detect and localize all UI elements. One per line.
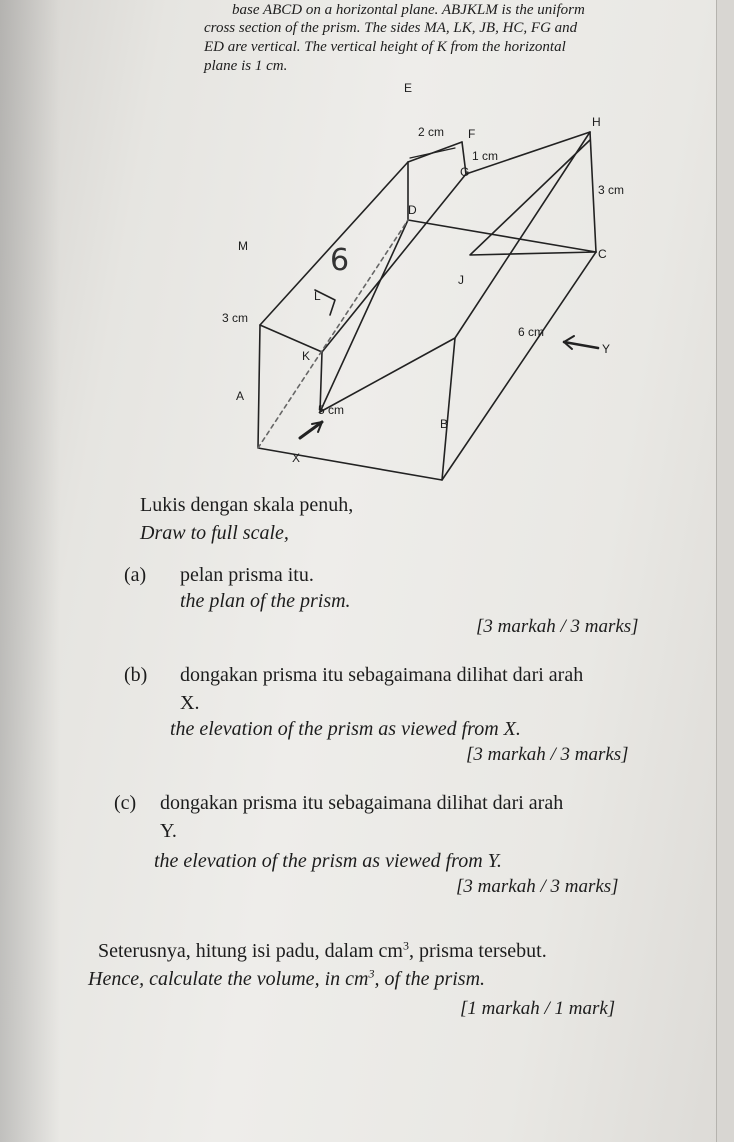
volume-malay: Seterusnya, hitung isi padu, dalam $cm^3$, prisma tersebut. — [98, 938, 547, 962]
label-y: Y — [602, 342, 611, 356]
front-face-outline — [258, 325, 455, 480]
part-a-english: the plan of the prism. — [180, 590, 351, 612]
volume-english: Hence, calculate the volume, in $cm^3$, of the prism. — [88, 966, 486, 990]
intro-line-2: cross section of the prism. The sides MA, LK, JB, HC, FG and — [204, 20, 578, 36]
label-a: A — [236, 389, 245, 403]
part-b-marks: [3 markah / 3 marks] — [466, 744, 629, 765]
prism-diagram — [0, 70, 734, 550]
dim-hc: 3 cm — [598, 183, 625, 197]
part-b-malay-2: X. — [180, 692, 200, 714]
instruction-malay: Lukis dengan skala penuh, — [140, 494, 354, 516]
part-c-english: the elevation of the prism as viewed from Y. — [154, 850, 502, 872]
label-x: X — [292, 451, 301, 465]
label-d: D — [408, 203, 417, 217]
label-h: H — [592, 115, 601, 129]
handwritten-note: 6 — [330, 243, 350, 278]
label-k: K — [302, 349, 311, 363]
label-c: C — [598, 247, 607, 261]
intro-line-3: ED are vertical. The vertical height of K from the horizontal — [204, 39, 566, 55]
instruction-english: Draw to full scale, — [140, 522, 289, 544]
part-a-malay: pelan prisma itu. — [180, 564, 314, 586]
label-j: J — [458, 273, 464, 287]
volume-marks: [1 markah / 1 mark] — [460, 998, 616, 1019]
edge-c-b — [442, 252, 596, 480]
dim-ab: 5 cm — [318, 403, 345, 417]
label-l: L — [314, 289, 321, 303]
part-c-malay-2: Y. — [160, 820, 177, 842]
dim-fg: 1 cm — [472, 149, 499, 163]
part-c-malay-1: dongakan prisma itu sebagaimana dilihat dari arah — [160, 792, 564, 814]
part-c-label: (c) — [114, 792, 137, 814]
part-a-label: (a) — [124, 564, 147, 586]
part-b-english: the elevation of the prism as viewed from X. — [170, 718, 521, 740]
dim-bc: 6 cm — [518, 325, 545, 339]
label-f: F — [468, 127, 476, 141]
dim-ef: 2 cm — [418, 125, 445, 139]
part-a-marks: [3 markah / 3 marks] — [476, 616, 639, 637]
part-c-marks: [3 markah / 3 marks] — [456, 876, 619, 897]
intro-line-1: base ABCD on a horizontal plane. ABJKLM is the uniform — [232, 2, 585, 18]
part-b-malay-1: dongakan prisma itu sebagaimana dilihat dari arah — [180, 664, 584, 686]
label-g: G — [460, 165, 470, 179]
edge-h-c — [590, 132, 596, 252]
label-m: M — [238, 239, 248, 253]
intro-line-4: plane is 1 cm. — [204, 58, 288, 74]
part-b-label: (b) — [124, 664, 148, 686]
label-b: B — [440, 417, 449, 431]
label-e: E — [404, 81, 413, 95]
dim-ma: 3 cm — [222, 311, 249, 325]
